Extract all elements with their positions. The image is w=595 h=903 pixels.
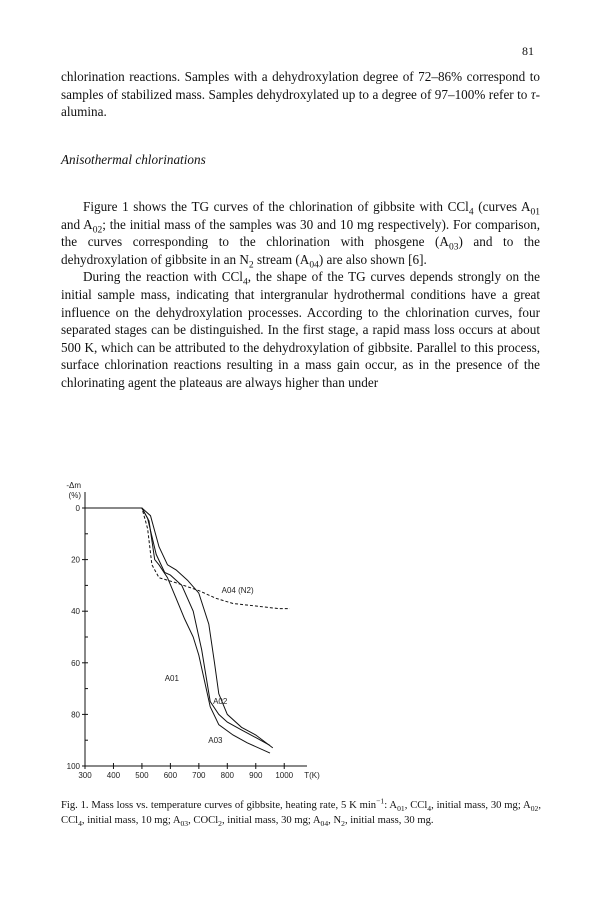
paragraph-1: Figure 1 shows the TG curves of the chlorination of gibbsite with CCl$_4$ (curves $A_{01}$ and $A_{02}$; the initial mass of the samples was 30 and 10 mg respectively). For comparison, the curves corresponding to the chlorination with phosgene $(A_{03})$ and to the dehydroxylation of gibbsite in an $N_2$ stream $(A_{04})$ are also shown [6].: [61, 199, 540, 271]
x-tick-label: 1000: [275, 771, 294, 780]
y-tick-label: 40: [71, 607, 80, 617]
paragraph-2: During the reaction with CCl$_4$, the shape of the TG curves depends strongly on the initial sample mass, indicating that intergranular hydrothermal conditions have a great influence on the dehydroxylation processes. According to the chlorination curves, four separated stages can be distinguished. In the first stage, a rapid mass loss occurs at about 500 K, which can be attributed to the dehydroxylation of gibbsite. Parallel to this process, surface chlorination reactions resulting in a mass gain occur, as in the presence of the chlorinating agent the plateaus are always higher than under: [61, 269, 540, 390]
y-tick-label: 60: [71, 658, 80, 668]
page-number: 81: [522, 44, 534, 58]
y-axis-label: -Δm: [66, 481, 81, 490]
series-label: A04 (N2): [221, 586, 254, 596]
y-tick-label: 100: [66, 762, 80, 771]
series-label: A02: [213, 697, 228, 707]
y-tick-label: 20: [71, 555, 80, 565]
y-tick-label: 0: [75, 504, 80, 513]
figure-caption: Fig. 1. Mass loss vs. temperature curves of gibbsite, heating rate, 5 K $\min^{-1}$: $A_{01}$, CCl$_4$, initial mass, 30 mg; $A_{02}$, CCl$_4$, initial mass, 10 mg; $A_{03}$, COCl$_2$, initial mass, 30 mg; $A_{04}$, $N_2$, initial mass, 30 mg.: [61, 796, 541, 829]
intro-paragraph: [61, 68, 540, 121]
tg-curves-chart: [45, 470, 335, 788]
series-line-a01: [85, 508, 270, 745]
x-tick-label: 800: [220, 771, 234, 780]
x-axis-label: T(K): [304, 771, 320, 780]
series-line-a03: [85, 508, 270, 753]
y-axis-unit: (%): [68, 491, 81, 500]
body-text: [61, 198, 540, 392]
series-line-a04n2: [85, 508, 290, 609]
x-tick-label: 300: [78, 771, 92, 780]
series-label: A01: [164, 673, 179, 683]
section-heading: Anisothermal chlorinations: [61, 152, 206, 167]
intro-text: chlorination reactions. Samples with a dehydroxylation degree of 72–86% correspond to samples of stabilized mass. Samples dehydroxylated up to a degree of 97–100% refer to τ-alumina.: [61, 69, 540, 120]
x-tick-label: 700: [192, 771, 206, 780]
x-tick-label: 400: [106, 771, 121, 780]
x-tick-label: 600: [163, 771, 178, 780]
series-label: A03: [208, 735, 223, 745]
y-tick-label: 80: [71, 710, 80, 720]
x-tick-label: 900: [249, 771, 263, 780]
series-line-a02: [85, 508, 273, 748]
x-tick-label: 500: [135, 771, 149, 780]
